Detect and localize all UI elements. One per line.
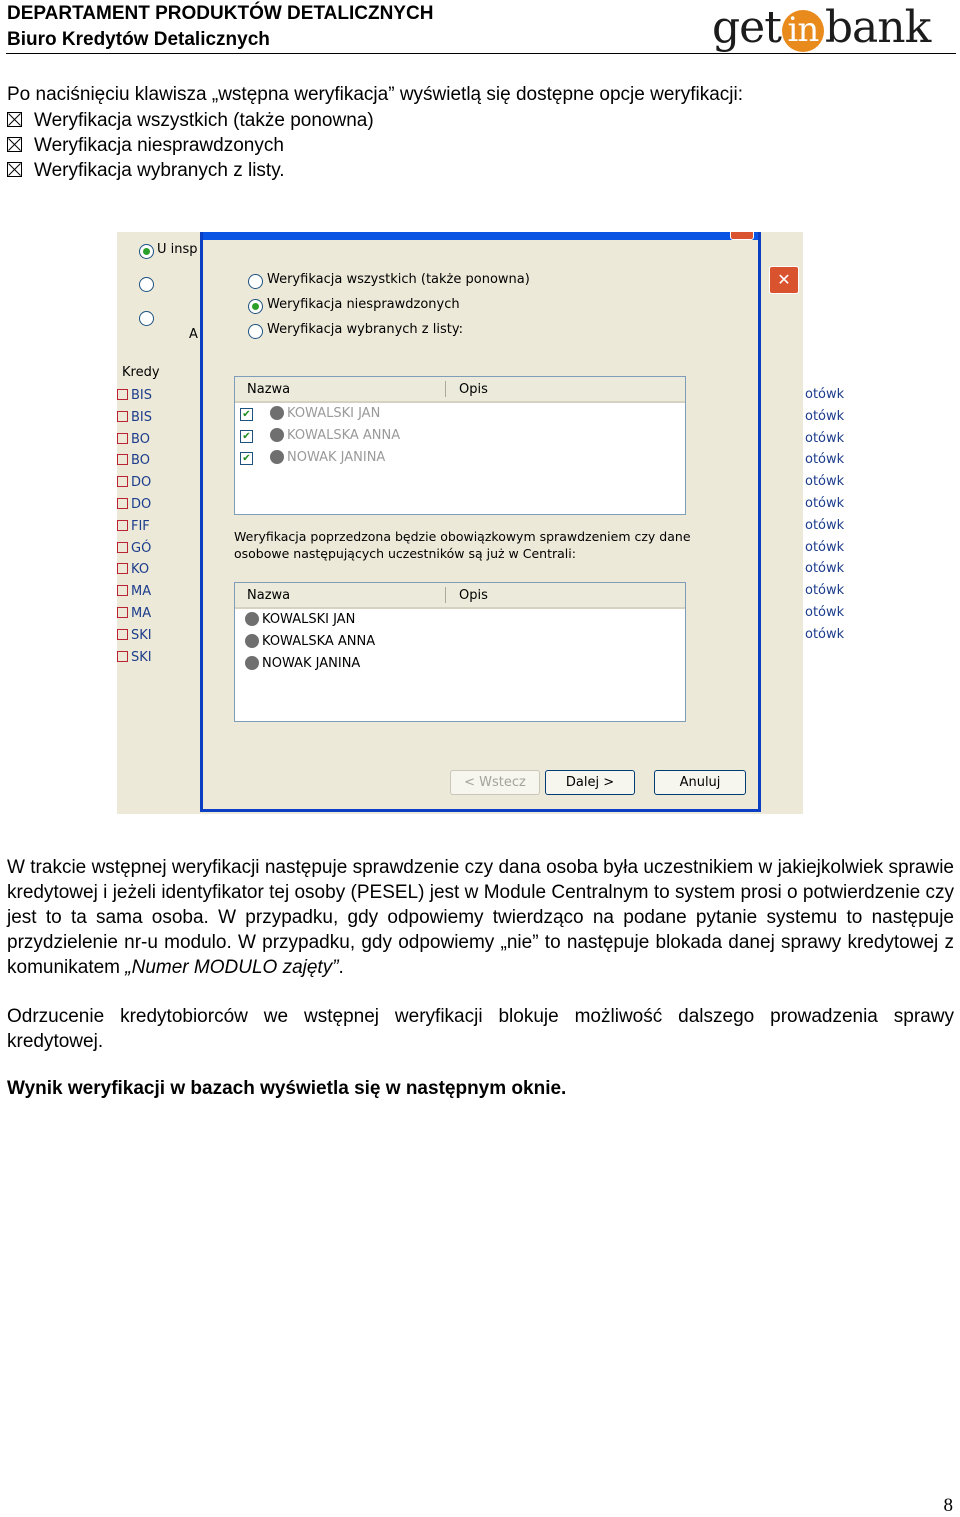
body-paragraph-2: Odrzucenie kredytobiorców we wstępnej weryfikacji blokuje możliwość dalszego prowadzenia sprawy kredytowej. (7, 1006, 954, 1052)
bg-list-item[interactable] (117, 497, 161, 517)
participant-name: NOWAK JANINA (287, 450, 386, 465)
bg-close-icon[interactable]: ✕ (769, 266, 799, 294)
person-icon (245, 656, 259, 670)
bg-right-label: otówk (805, 605, 844, 620)
bg-right-label: otówk (805, 430, 844, 446)
bg-list-label: SKI (131, 649, 152, 665)
bg-list-item[interactable] (117, 606, 161, 626)
error-flag-icon (117, 585, 128, 596)
bg-list-item[interactable] (117, 453, 161, 473)
bg-label: A (189, 327, 198, 342)
radio-verify-all-label: Weryfikacja wszystkich (także ponowna) (267, 272, 530, 287)
radio-verify-selected[interactable] (248, 324, 263, 339)
radio-verify-unchecked-label: Weryfikacja niesprawdzonych (267, 297, 460, 312)
error-flag-icon (117, 498, 128, 509)
verification-screenshot (117, 232, 844, 814)
bg-list-item[interactable] (117, 432, 161, 452)
error-flag-icon (117, 520, 128, 531)
bg-radio[interactable] (139, 311, 154, 326)
table-header (235, 583, 685, 609)
header-office: Biuro Kredytów Detalicznych (7, 29, 270, 50)
cancel-button[interactable]: Anuluj (654, 770, 746, 795)
central-table (234, 582, 686, 722)
column-name-header[interactable]: Nazwa (247, 588, 291, 603)
table-row[interactable] (235, 631, 685, 653)
error-flag-icon (117, 607, 128, 618)
checkbox-x-icon (7, 162, 22, 177)
bg-radio[interactable] (139, 244, 154, 259)
verification-dialog (200, 232, 761, 812)
bg-list-label: MA (131, 584, 152, 600)
bg-list-item[interactable] (117, 541, 161, 561)
bg-list-label: BIS (131, 409, 153, 425)
bg-list-label: KO (131, 562, 150, 578)
option-list (7, 108, 374, 183)
bg-right-label: otówk (805, 474, 844, 490)
table-row[interactable] (235, 425, 685, 447)
radio-verify-all[interactable] (248, 274, 263, 289)
list-item: Weryfikacja wszystkich (także ponowna) (7, 108, 374, 133)
bg-right-label: otówk (805, 387, 844, 402)
bg-list-item[interactable] (117, 650, 161, 670)
table-row[interactable] (235, 609, 685, 631)
column-desc-header[interactable]: Opis (459, 588, 488, 603)
bg-list-label: FIF (131, 518, 150, 534)
bg-list-label: BO (131, 453, 150, 469)
checkbox-icon[interactable]: ✔ (240, 408, 253, 421)
bg-list-label: GÓ (131, 540, 152, 556)
bg-right-label: otówk (805, 496, 844, 511)
bg-right-label: otówk (805, 626, 844, 642)
bg-radio-label: U insp (157, 242, 198, 257)
error-flag-icon (117, 476, 128, 487)
participants-table (234, 376, 686, 515)
checkbox-x-icon (7, 112, 22, 127)
bg-list-label: BO (131, 431, 150, 447)
bg-list-label: DO (131, 497, 152, 512)
back-button[interactable]: < Wstecz (450, 770, 540, 795)
participant-name: KOWALSKI JAN (262, 612, 356, 627)
error-flag-icon (117, 629, 128, 640)
participant-name: NOWAK JANINA (262, 656, 361, 671)
person-icon (270, 428, 284, 442)
error-flag-icon (117, 542, 128, 553)
person-icon (270, 450, 284, 464)
bg-list-item[interactable] (117, 388, 161, 408)
bg-list-item[interactable] (117, 584, 161, 604)
result-note: Wynik weryfikacji w bazach wyświetla się w następnym oknie. (7, 1078, 567, 1099)
error-message-text: „Numer MODULO zajęty” (125, 957, 339, 978)
header-department: DEPARTAMENT PRODUKTÓW DETALICZNYCH (7, 3, 434, 24)
bg-list-header: Kredy (122, 365, 160, 380)
error-flag-icon (117, 389, 128, 400)
bg-list-item[interactable] (117, 519, 161, 539)
table-row[interactable] (235, 653, 685, 675)
getinbank-logo: get in bank (712, 2, 931, 53)
list-item: Weryfikacja niesprawdzonych (7, 133, 374, 158)
bg-list-label: MA (131, 606, 152, 621)
next-button[interactable]: Dalej > (545, 770, 635, 795)
intro-text: Po naciśnięciu klawisza „wstępna weryfikacja” wyświetlą się dostępne opcje weryfikacji: (7, 84, 744, 105)
error-flag-icon (117, 454, 128, 465)
person-icon (245, 634, 259, 648)
table-row[interactable] (235, 403, 685, 425)
dialog-titlebar (203, 232, 758, 240)
bg-right-label: otówk (805, 408, 844, 424)
column-name-header[interactable]: Nazwa (247, 382, 291, 397)
bg-right-label: otówk (805, 583, 844, 599)
radio-verify-selected-label: Weryfikacja wybranych z listy: (267, 322, 463, 337)
column-desc-header[interactable]: Opis (459, 382, 488, 397)
radio-verify-unchecked[interactable] (248, 299, 263, 314)
bg-list-item[interactable] (117, 475, 161, 495)
checkbox-icon[interactable]: ✔ (240, 430, 253, 443)
dialog-close-icon[interactable] (730, 232, 754, 240)
list-item: Weryfikacja wybranych z listy. (7, 158, 374, 183)
participant-name: KOWALSKA ANNA (287, 428, 401, 443)
bg-right-label: otówk (805, 517, 844, 533)
header-rule (6, 53, 956, 54)
participant-name: KOWALSKA ANNA (262, 634, 376, 649)
bg-list-item[interactable] (117, 628, 161, 648)
error-flag-icon (117, 563, 128, 574)
person-icon (270, 406, 284, 420)
error-flag-icon (117, 411, 128, 422)
bg-radio[interactable] (139, 277, 154, 292)
bg-list-label: DO (131, 475, 152, 491)
bg-right-label: otówk (805, 561, 844, 577)
bg-list-item[interactable] (117, 410, 161, 430)
bg-list-label: BIS (131, 388, 153, 403)
table-row[interactable] (235, 447, 685, 469)
person-icon (245, 612, 259, 626)
bg-list-label: SKI (131, 627, 152, 643)
table-header (235, 377, 685, 403)
bg-list-item[interactable] (117, 562, 161, 582)
participant-name: KOWALSKI JAN (287, 406, 381, 421)
body-paragraph: W trakcie wstępnej weryfikacji następuje sprawdzenie czy dana osoba była uczestnikiem w jakiejkolwiek sprawie kredytowej i jeżeli identyfikator tej osoby (PESEL) jest w Module Centralnym to system prosi o potwierdzenie czy jest to ta sama osoba. W przypadku, gdy odpowiemy twierdząco na podane pytanie systemu to następuje przydzielenie nr-u modulo. W przypadku, gdy odpowiemy „nie” to następuje blokada danej sprawy kredytowej z komunikatem „Numer MODULO zajęty”. (7, 857, 954, 978)
page-number: 8 (943, 1495, 953, 1516)
checkbox-x-icon (7, 137, 22, 152)
bg-right-label: otówk (805, 539, 844, 555)
error-flag-icon (117, 651, 128, 662)
bg-right-label: otówk (805, 452, 844, 468)
error-flag-icon (117, 433, 128, 444)
checkbox-icon[interactable]: ✔ (240, 452, 253, 465)
verification-info: Weryfikacja poprzedzona będzie obowiązkowym sprawdzeniem czy dane osobowe następujących uczestników są już w Centrali: (234, 529, 691, 561)
